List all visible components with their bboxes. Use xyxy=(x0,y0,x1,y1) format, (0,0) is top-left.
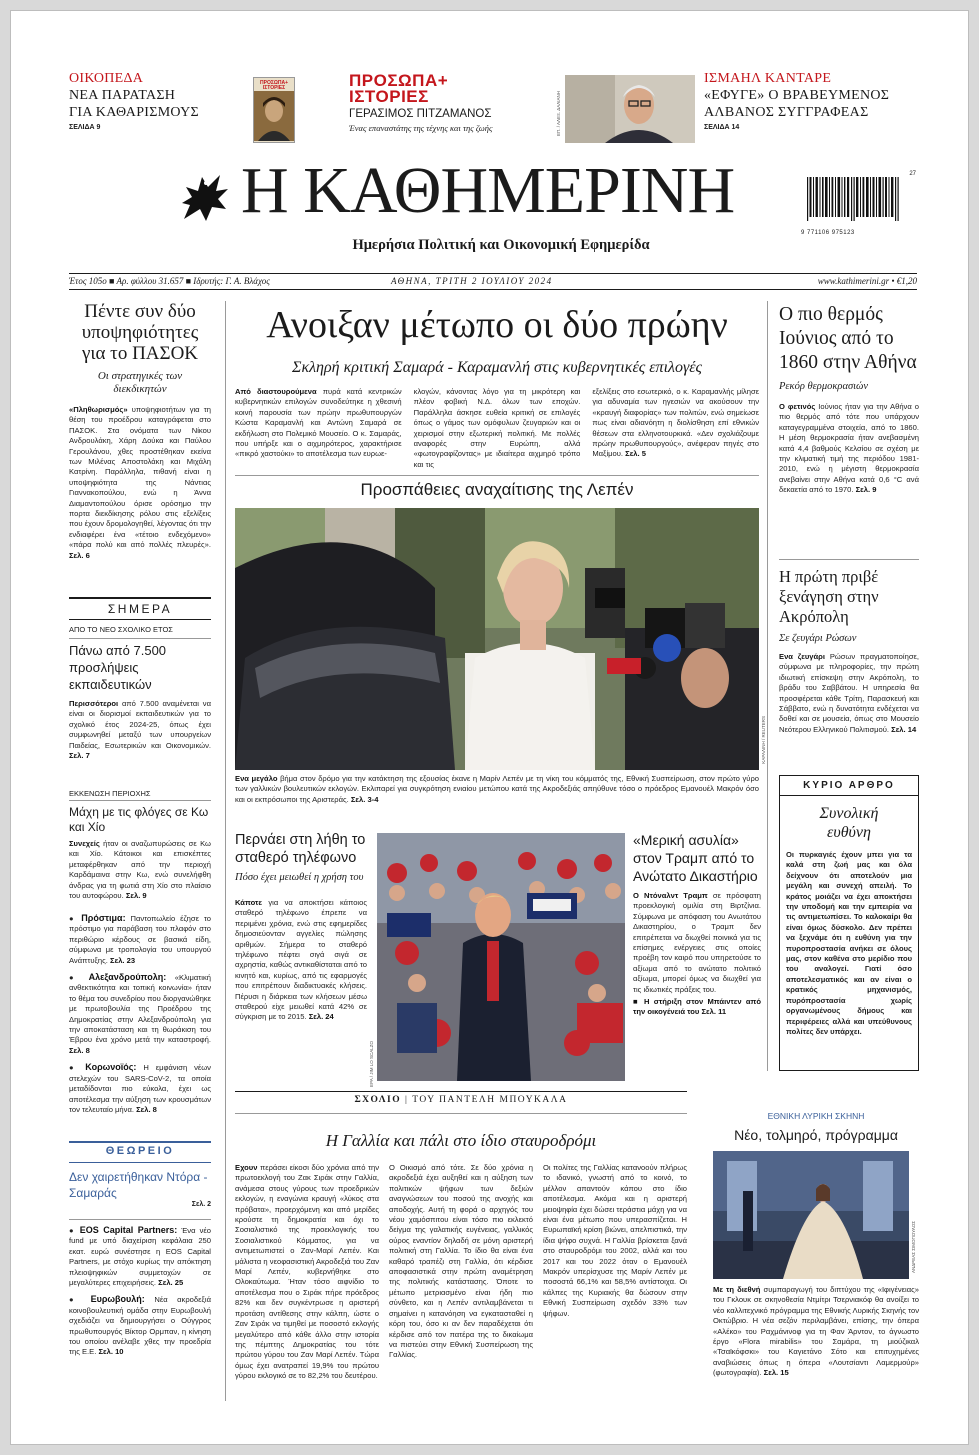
caption-text: βήμα στον δρόμο για την κατάκτηση της εξουσίας έκανε η Μαρίν Λεπέν με τη νίκη του κόμματός της, Εθνική Συσπείρωση, στον πρώτο γύρο των γαλλικών βουλευτικών εκλογών. Εκλιπαρεί για συγκρότηση ενιαίου μετώπου κατά της Ακροδεξιάς απηύθυνε τόσο ο πρόεδρος Εμανουέλ Μακρόν όσο και οι εκπρόσωποι της Αριστεράς. xyxy=(235,774,759,804)
body-text: ήταν οι αναζωπυρώσεις σε Κω και Χίο. Κάτοικοι και επισκέπτες μεταφέρθηκαν από την περιοχή Καρδάμαινα στην Κω, ενώ συνελήφθη άνδρας για τη φωτιά στη Χίο στο πλαίσιο του αυτοφώρου. xyxy=(69,839,211,901)
column-rule xyxy=(767,301,768,1071)
section-logo: ΙΣΤΟΡΙΕΣ xyxy=(349,87,429,106)
article-kicker: ΕΘΝΙΚΗ ΛΥΡΙΚΗ ΣΚΗΝΗ xyxy=(767,1111,865,1121)
teaser-kadare[interactable] xyxy=(704,71,914,131)
section-today: ΣΗΜΕΡΑ xyxy=(107,602,173,616)
article-title: Μάχη με τις φλόγες σε Κω και Χίο xyxy=(69,805,209,834)
body-text: περάσει είκοσι δύο χρόνια από την πρωτοεκλογή του Ζακ Σιράκ στην Γαλλία, ανάμεσα στους γύρους των προεδρικών εκλογών, η εναγώνια κραυγή «λύκος στα πρόβατα», προερχόμενη και από μερίδες κρούστε τη δημοκρατία και όχι το Σοσιαλιστικό της προεκλογικής του Σοσιαλιστικού Κόμματος, για να αντιμετωπιστεί ο Ζαν-Μαρί Λεπέν. Και μάλιστα η νεοφασιστική Ακροδεξιά του Ζαν Μαρί Λεπέν, κυβερνήθηκε στο Ολοκαύτωμα. Ήταν τόσο αιφνίδιο το αποτέλεσμα που ο Σιράκ πήρε πρόεδρος 82% και δεν συγκέντρωσε η αριστερή προτάση αντίθεσης στην κάλπη, ώστε ο Ζαν Σιράκ να τιμηθεί με ποσοστό εκλογής μεγαλύτερο από κάθε άλλο στην ιστορία της πέμπτης Δημοκρατίας του τότε πρώτου γύρου του Ζαν Μαρί Λεπέν. Τώρα όμως έχει ανατραπεί 19,9% του πρώτου γύρου εκλογικό σε το 82,2% του δευτέρου. xyxy=(235,1163,379,1381)
main-subheadline: Σκληρή κριτική Σαμαρά - Καραμανλή στις κυβερνητικές επιλογές xyxy=(291,359,703,376)
page-reference: Σελ. 8 xyxy=(69,1045,90,1055)
brief-lead: EOS Capital Partners: xyxy=(79,1225,178,1235)
comment-body xyxy=(235,1163,687,1385)
teaser-kicker: ΙΣΜΑΗΛ ΚΑΝΤΑΡΕ xyxy=(704,71,832,86)
body-text: υποψηφιοτήτων για τη θέση του προέδρου καταγράφεται στο ΠΑΣΟΚ. Στα ονόματα των Νίκου Ανδρουλάκη, Χάρη Δούκα και Παύλου Γερουλάνου, χθες προστέθηκαν εκείνα των Μιλένας Αποστολάκη και Μιχάλη Κατρίνη. Παράλληλα, πιθανή είναι η υποψηφιότητα της Νάντιας Γιαννακοπούλου, ενώ η Άννα Διαμαντοπούλου όρισε ορόσημο την πορτα διεκδίκησης ρόλου στις εξελίξεις που έχουν δρομολογηθεί, λέγοντας ότι την ενδιαφέρει ένα «τέτοιο ενδεχόμενο» «πάρα πολύ και από πολλές πλευρές». xyxy=(69,405,211,550)
photo-credit: ΑΝΔΡΕΑΣ ΣΙΜΟΠΟΥΛΟΣ xyxy=(911,1221,916,1274)
article-subtitle: Σε ζευγάρι Ρώσων xyxy=(779,633,857,644)
editorial-box[interactable] xyxy=(779,775,919,1071)
page-reference: Σελ. 9 xyxy=(125,891,147,901)
page-reference: Σελ. 6 xyxy=(69,550,90,560)
main-article-body xyxy=(235,387,759,470)
lead-word: «Πληθωρισμός» xyxy=(69,405,128,414)
photo-credit: EPA / JIM LO SCALZO xyxy=(369,1041,374,1087)
barcode xyxy=(801,171,916,236)
thumbnail-logo: ΠΡΟΣΩΠΑ+ xyxy=(260,80,288,86)
article-body xyxy=(69,699,211,761)
barcode-bars-icon xyxy=(801,177,916,225)
divider xyxy=(779,559,919,560)
article-title: Δεν χαιρετήθηκαν Ντόρα - Σαμαράς xyxy=(69,1170,208,1200)
page-reference: Σελ. 14 xyxy=(891,724,917,734)
brief-lead: Πρόστιμα: xyxy=(81,913,126,923)
issue-info: Έτος 105ο ■ Αρ. φύλλου 31.657 ■ Ιδρυτής: Γ. Α. Βλάχος xyxy=(69,276,270,286)
article-teachers[interactable] xyxy=(69,625,211,761)
teaser-name: ΓΕΡΑΣΙΜΟΣ ΠΙΤΖΑΜΑΝΟΣ xyxy=(349,108,492,120)
divider xyxy=(235,1091,687,1092)
website-and-price: www.kathimerini.gr • €1,20 xyxy=(817,276,917,286)
column-rule xyxy=(225,301,226,1401)
photo-caption xyxy=(235,774,759,805)
news-briefs xyxy=(69,913,211,1115)
body-text: εξελίξεις στο εσωτερικό, ο κ. Καραμανλής μίλησε για αδυναμία των ηγεσιών να ακούσουν την «κραυγή διαφορίας» των πολιτών, ενώ σημείωσε πως είναι αδιανόητη η διολίσθηση επί εθνικών θέσεων στα ελληνοτουρκικά. «Δεν σχολιάζουμε πρώην πρωθυπουργούς», ανέφεραν πηγές στο Μαξίμου. xyxy=(592,387,760,459)
brief-lead: Κορωνοϊός: xyxy=(85,1062,137,1073)
lead-word: Περισσότεροι xyxy=(69,699,119,708)
teaser-line: ΝΕΑ ΠΑΡΑΤΑΣΗ xyxy=(69,88,176,103)
editorial-title: Συνολική ευθύνη xyxy=(819,805,879,841)
teaser-land-plots[interactable] xyxy=(69,71,229,131)
photo-credit: ΕΠ. / ΑΛΕΞ. ΔΑΛΙΑΝΗ xyxy=(556,91,561,136)
page-reference: Σελ. 3-4 xyxy=(350,794,379,804)
lead-word: Με τη διεθνή xyxy=(713,1285,761,1294)
page-reference: Σελ. 8 xyxy=(136,1104,157,1114)
article-title: Νέο, τολμηρό, πρόγραμμα xyxy=(734,1127,898,1143)
divider xyxy=(69,1162,211,1163)
article-title: Περνάει στη λήθη το σταθερό τηλέφωνο xyxy=(235,832,366,866)
masthead-title: Η ΚΑΘΗΜΕΡΙΝΗ xyxy=(241,154,735,227)
article-kicker: ΑΠΟ ΤΟ ΝΕΟ ΣΧΟΛΙΚΟ ΕΤΟΣ xyxy=(69,625,173,634)
divider xyxy=(780,795,918,796)
brief-item[interactable]: ● Αλεξανδρούπολη: «Κλιματική ανθεκτικότητα και τοπική κοινωνία» ήταν το θέμα του συνεδρίου που διοργανώθηκε με πρωτοβουλία της Προέδρου της Δημοκρατίας στην Αλεξανδρούπολη για την αποκατάσταση και τη θωράκιση του Έβρου ένα χρόνο μετά την καταστροφή. Σελ. 8 xyxy=(69,972,211,1055)
article-column xyxy=(235,387,402,470)
body-text: για να αποκτήσει κάποιος σταθερό τηλέφωνο έπρεπε να περιμένει χρόνια, ενώ στις εφημερίδες δημοσιεύονταν αγγελίες πώλησης αριθμών. Σήμερα το σταθερό τηλέφωνο πέφτει σιγά σιγά σε αχρηστία, καθώς αντικαθίσταται από το κινητό και, κυρίως, από τις εφαρμογές που επιτρέπουν διαδικτυακές κλήσεις. Πέρυσι η διάρκεια των κλήσεων μέσω σταθερού είχε μειωθεί κατά 42% σε σύγκριση με το 2015. xyxy=(235,898,367,1022)
body-text: Ρώσων πραγματοποίησε, σύμφωνα με πληροφορίες, την πρώτη ιδιωτική επίσκεψη στην Ακρόπολη, το βράδυ του Σαββάτου. Η υπηρεσία θα προσφέρεται κάθε Τρίτη, Παρασκευή και Σάββατο, ενώ η δυνατότητα ενδέχεται να δοθεί και σε μουσεία, όπως στο Μουσείο Νεότερου Ελληνικού Πολιτισμού. xyxy=(779,652,919,734)
body-text: συμπαραγωγή του διπτύχου της «Ιφιγένειας» του Γκλουκ σε σκηνοθεσία Ντμίτρι Τσερνιακόφ θα ανοίξει το νέο καλλιτεχνικό πρόγραμμα της Εθνικής Λυρικής Σκηνής τον Οκτώβριο. Η νέα σεζόν περιλαμβάνει, επίσης, την όπερα «Αλέκο» του Ραχμάνινοφ για τη Φαν Άρντον, το άγνωστο έργο «Flora mirabilis» του Σαμάρα, τη μιούζικαλ «Τσαϊκόφσκι» του Καγιετάνο Σότο και επιτυχημένες αναβιώσεις όπως η όπερα «Λουτσίαντι Λαμερμούρ» (φωτογραφία). xyxy=(713,1285,919,1378)
opera-body xyxy=(713,1285,919,1379)
comment-author: ΤΟΥ ΠΑΝΤΕΛΗ ΜΠΟΥΚΑΛΑ xyxy=(412,1095,568,1105)
lead-word: Κάποτε xyxy=(235,898,263,907)
article-pasok[interactable] xyxy=(69,301,211,561)
article-column: κλογών, κάνοντας λόγο για τη μικρότερη και πλέον φοβική Ν.Δ. όλων των εποχών. Παράλληλα άσκησε ευθεία κριτική σε επιλογές όπως ο γάμος των ομόφυλων ζευγαριών και οι χειρισμοί στην εξωτερική πολιτική. Με πολλές αναφορές στην Ευρώπη, αλλά «φωτογραφίζοντας» με ιδιαίτερα αιχμηρό τρόπο και τις xyxy=(413,387,581,469)
article-landline[interactable] xyxy=(235,831,367,1023)
article-fires[interactable] xyxy=(69,789,211,901)
page-reference: Σελ. 9 xyxy=(855,485,877,495)
editorial-label: ΚΥΡΙΟ ΑΡΘΡΟ xyxy=(803,780,895,791)
article-heat[interactable] xyxy=(779,303,919,496)
page-reference: Σελ. 24 xyxy=(308,1012,334,1022)
article-body xyxy=(779,402,919,496)
page-reference: Σελ. 5 xyxy=(625,449,646,459)
divider xyxy=(69,800,211,801)
article-body xyxy=(633,891,761,995)
barcode-number: 9 771106 975123 xyxy=(801,230,855,236)
article-body xyxy=(779,652,919,735)
lead-word: Ενα ζευγάρι xyxy=(779,652,825,661)
lead-word: Ενα μεγάλο xyxy=(235,774,278,783)
teaser-line: ΓΙΑ ΚΑΘΑΡΙΣΜΟΥΣ xyxy=(69,105,200,120)
divider xyxy=(69,1141,211,1143)
lead-word: Συνεχείς xyxy=(69,839,100,848)
divider xyxy=(69,597,211,599)
page-reference: Σελ. 15 xyxy=(763,1368,789,1378)
thumbnail-logo: ΙΣΤΟΡΙΕΣ xyxy=(262,85,286,91)
lead-word: Ο Ντόναλντ Τραμπ xyxy=(633,891,708,900)
author-photo xyxy=(565,75,695,143)
masthead-subtitle: Ημερήσια Πολιτική και Οικονομική Εφημερίδα xyxy=(352,237,650,253)
portrait-illustration xyxy=(254,91,294,141)
page-reference: Σελ. 23 xyxy=(110,955,136,965)
article-subtitle: Πόσο έχει μειωθεί η χρήση του xyxy=(235,872,364,883)
divider xyxy=(69,619,211,620)
article-column xyxy=(235,1163,379,1385)
brief-body: Η εμφάνιση νέων στελεχών του SARS-CoV-2, τα οποία μεταδίδονται πιο εύκολα, έχει ως αποτέλεσμα την αύξηση των κρουσμάτων τον τελευταίο μήνα. xyxy=(69,1063,211,1114)
teaser-subtitle: Ένας επαναστάτης της τέχνης και της ζωής xyxy=(349,123,493,133)
news-briefs-2 xyxy=(69,1225,211,1358)
lead-word: Ο φετινός xyxy=(779,402,816,411)
teaser-kicker: ΟΙΚΟΠΕΔΑ xyxy=(69,71,144,86)
article-bullet xyxy=(633,997,761,1018)
barcode-issue-code: 27 xyxy=(909,171,916,177)
brief-item[interactable]: ● EOS Capital Partners: Ένα νέο fund με υπό διαχείριση κεφάλαια 250 εκατ. ευρώ συνέστησε η EOS Capital Partners, με στόχο κυρίως την απόκτηση πλειοψηφικών συμμετοχών σε μεγαλύτερες επιχειρήσεις. Σελ. 25 xyxy=(69,1225,211,1288)
article-title: Πέντε συν δύο υποψηφιότητες για το ΠΑΣΟΚ xyxy=(81,301,199,364)
brief-body: Παντοπωλείο έζησε το πρόστιμο για παράβαση του πλαφόν στο περιθώριο κέρδους σε βασικά είδη, σύμφωνα με τροπολογία του υπουργού Ανάπτυξης. xyxy=(69,914,211,965)
body-text: από 7.500 αναμένεται να είναι οι διορισμοί εκπαιδευτικών για το σχολικό έτος 2024-25, όπως έχει συμφωνηθεί μεταξύ των υπουργείων Παιδείας, Εσωτερικών και Οικονομικών. xyxy=(69,699,211,750)
article-body xyxy=(69,839,211,901)
brief-item[interactable]: ● Πρόστιμα: Παντοπωλείο έζησε το πρόστιμο για παράβαση του πλαφόν στο περιθώριο κέρδους σε βασικά είδη, σύμφωνα με τροπολογία του υπουργού Ανάπτυξης. Σελ. 23 xyxy=(69,913,211,965)
article-title: Πάνω από 7.500 προσλήψεις εκπαιδευτικών xyxy=(69,643,167,692)
brief-lead: Αλεξανδρούπολη: xyxy=(88,972,167,983)
section-logo: ΠΡΟΣΩΠΑ+ xyxy=(349,71,449,90)
teaser-line: «ΕΦΥΓΕ» Ο ΒΡΑΒΕΥΜΕΝΟΣ xyxy=(704,88,890,103)
newspaper-front-page xyxy=(10,10,969,1445)
brief-item[interactable]: ● Κορωνοϊός: Η εμφάνιση νέων στελεχών του SARS-CoV-2, τα οποία μεταδίδονται πιο εύκολα, έχει ως αποτέλεσμα την αύξηση των κρουσμάτων τον τελευταίο μήνα. Σελ. 8 xyxy=(69,1062,211,1114)
divider xyxy=(69,289,917,290)
brief-body: Νέα ακροδεξιά κοινοβουλευτική ομάδα στην Ευρωβουλή σχεδιάζει να δημιουργήσει ο Ούγγρος πρωθυπουργός Βίκτορ Ορμπαν, η κίνηση του οποίου ανέλαβε χθες την προεδρία της Ε.Ε. xyxy=(69,1295,211,1357)
divider xyxy=(69,1219,211,1220)
divider xyxy=(235,475,759,476)
trump-photo[interactable] xyxy=(377,833,625,1081)
page-reference: Σελ. 7 xyxy=(69,751,90,761)
article-column: Ο Οικισμό από τότε. Σε δύο χρόνια η ακροδεξιά έχει αυξηθεί και η αύξηση των πολιτικών ψήφων των δεξιών αναγνώσεων του ποσού της ανοχής και αποδοχής. Αυτή τη φορά ο αρχηγός του νέου χαμόσπιτου είναι τόσο πιο εκλεκτό δείγμα της γαλατικής ευγένειας, γαλλικός ούρος εναντίον δηλαδή σε μόνη αριστερή πολιτική στη Γαλλία. Το ίδιο θα είναι ένα καθαρό τραπέζι στη Γαλλία, ότι κέρδισε αποφασιστικά στην πρώτη αναμέτρηση της πολιτικής κατάστασης. Όποτε το μέτωπο μετριασμένο είναι ήδη πιο σύνθετο, και η Λεπέν αντιλαμβάνεται τι σημαίνει η κατανόηση να εγκατασταθεί η κόρη του, όσο κι αν δεν παραδέχεται ότι κέρδισε από τον πατέρα της το δικαίωμα να πιστεύει στην Εθνική Συσπείρωση της Γαλλίας. xyxy=(389,1163,533,1360)
article-title: Η πρώτη πριβέ ξενάγηση στην Ακρόπολη xyxy=(779,567,879,626)
article-acropolis[interactable] xyxy=(779,567,919,735)
divider xyxy=(69,273,917,274)
editorial-body: Οι πυρκαγιές έχουν μπει για τα καλά στη ζωή μας και όλα δείχνουν ότι αποτελούν μια μεγάλη και συνεχή απειλή. Το κράτος μοιάζει να έχει αποκτήσει την υποδομή και την εμπειρία να τις αντιμετωπίσει. Το καλοκαίρι θα είναι όμως δύσκολο. Δεν πρέπει να ξεχνάμε ότι η ευθύνη για την πυροπροστασία ανήκει σε όλους μας, στον καθένα στο μερίδιο που του αναλογεί. Γιατί όσο αποτελεσματικός και αν είναι ο κρατικός μηχανισμός, πυρόπροστασία χωρίς οργανωμένους δήμους και περιφέρειες αλλά και υπεύθυνους πολίτες δεν υπάρχει. xyxy=(786,850,912,1036)
article-theoreio[interactable] xyxy=(69,1169,211,1208)
lepen-photo[interactable] xyxy=(235,508,759,770)
page-reference: Σελ. 2 xyxy=(191,1201,211,1208)
article-body xyxy=(235,898,367,1023)
article-subtitle: Ρεκόρ θερμοκρασιών xyxy=(779,381,869,392)
comment-label: ΣΧΟΛΙΟ xyxy=(354,1095,402,1105)
article-title: Ο πιο θερμός Ιούνιος από το 1860 στην Αθήνα xyxy=(779,304,917,373)
brief-body: Ένα νέο fund με υπό διαχείριση κεφάλαια 250 εκατ. ευρώ συνέστησε η EOS Capital Partners, με στόχο κυρίως την απόκτηση πλειοψηφικών συμμετοχών σε μεγαλύτερες επιχειρήσεις. xyxy=(69,1226,211,1288)
article-kicker: ΕΚΚΕΝΩΣΗ ΠΕΡΙΟΧΗΣ xyxy=(69,789,151,798)
article-column xyxy=(592,387,759,470)
page-reference: ΣΕΛΙΔΑ 14 xyxy=(704,124,740,131)
comment-title[interactable]: Η Γαλλία και πάλι στο ίδιο σταυροδρόμι xyxy=(325,1131,597,1150)
article-body xyxy=(69,405,211,561)
lead-word: Από διαστουρούμενα xyxy=(235,387,317,396)
page-reference: Σελ. 11 xyxy=(701,1007,727,1017)
magazine-thumbnail[interactable] xyxy=(253,77,295,143)
brief-item[interactable]: ● Ευρωβουλή: Νέα ακροδεξιά κοινοβουλευτική ομάδα στην Ευρωβουλή σχεδιάζει να δημιουργήσει ο Ούγγρος πρωθυπουργός Βίκτορ Ορμπαν, η κίνηση του οποίου ανέλαβε χθες την προεδρία της Ε.Ε. Σελ. 10 xyxy=(69,1294,211,1357)
griffin-logo-icon xyxy=(176,169,234,227)
article-opera[interactable] xyxy=(713,1111,919,1143)
body-text: σε πρόσφατη προεκλογική ομιλία στη Βιρτζίνια. Σύμφωνα με απόφαση του Ανωτάτου Δικαστηρίου, ο Τραμπ δεν επιτρέπεται να διωχθεί ποινικά για τις επίσημες ενέργειες στις οποίες προέβη τον καιρό που υπηρετούσε το αξίωμα από το ανώτατο πολιτικό αξίωμα, μπορεί όμως να διωχθεί για τις ιδιωτικές πράξεις του. xyxy=(633,891,761,994)
article-subtitle: Οι στρατηγικές των διεκδικητών xyxy=(97,370,183,395)
lead-word: Εχουν xyxy=(235,1163,258,1172)
dateline: ΑΘΗΝΑ, ΤΡΙΤΗ 2 ΙΟΥΛΙΟΥ 2024 xyxy=(391,276,553,286)
main-headline[interactable]: Ανοιξαν μέτωπο οι δύο πρώην xyxy=(266,304,728,346)
page-reference: Σελ. 25 xyxy=(158,1278,184,1288)
photo-credit: ΚΑΡΑΛΙΝΗ / REUTERS xyxy=(761,716,766,764)
section-theoreio: ΘΕΩΡΕΙΟ xyxy=(105,1145,175,1157)
body-text: πυρά κατά κεντρικών κυβερνητικών επιλογών συνοδεύτηκε η χθεσινή κοινή παρουσία των πρώην πρωθυπουργών Κώστα Καραμανλή και Αντώνη Σαμαρά σε εκδήλωση στο Πολεμικό Μουσείο. Ο κ. Σαμαράς, που υπήρξε και ο αιχμηρότερος, χαρακτήρισε «πικρό χαστούκι» το αποτέλεσμα των ευρωε- xyxy=(235,387,402,459)
divider xyxy=(235,1113,687,1114)
article-title: «Μερική ασυλία» στον Τραμπ από το Ανώτατο Δικαστήριο xyxy=(633,832,758,884)
brief-lead: Ευρωβουλή: xyxy=(90,1294,145,1305)
divider xyxy=(69,638,211,639)
lepen-headline[interactable]: Προσπάθειες αναχαίτισης της Λεπέν xyxy=(360,480,634,499)
article-trump[interactable] xyxy=(633,831,761,1018)
page-reference: ΣΕΛΙΔΑ 9 xyxy=(69,124,101,131)
page-reference: Σελ. 10 xyxy=(98,1347,124,1357)
brief-body: «Κλιματική ανθεκτικότητα και τοπική κοινωνία» ήταν το θέμα του συνεδρίου που διοργανώθηκε με πρωτοβουλία της Προέδρου της Δημοκρατίας στην Αλεξανδρούπολη για την αποκατάσταση και τη θωράκιση του Έβρου ένα χρόνο μετά την καταστροφή. xyxy=(69,973,211,1045)
body-text: Ιούνιος ήταν για την Αθήνα ο πιο θερμός από τότε που υπάρχουν καταγεγραμμένα στοιχεία, από το 1860. Η μέση θερμοκρασία ήταν ανεβασμένη κατά 4,4 βαθμούς Κελσίου σε σχέση με την κλιματική τιμή της περιόδου 1981-2010, ενώ η μέγιστη θερμοκρασία ανεβαίνει στην Αθήνα κατά 0,6 °C ανά δεκαετία από το 1970. xyxy=(779,402,919,495)
teaser-persons-stories[interactable] xyxy=(349,73,549,133)
article-column: Οι πολίτες της Γαλλίας κατανοούν πλήρως το ιδανικό, γνωστή από το κοινό, το μέλλον απαντούν κάπου στο ίδιο αποτέλεσμα. Ακόμα και η αριστερή μειοψηφία έχει δώσει τεράστια μάχη για να είναι ένα μέτωπο που υπερασπίζεται. Η Ευρωπαϊκή κρίση βιώνει, απελπιστικά, την ίδια ψήφο συχνά. Η Γαλλία βρίσκεται ξανά στο σταυροδρόμι του 2002, αλλά και του 2017 και του 2022 όταν ο Εμανουέλ Μακρόν υπερίσχυσε της Μαρίν Λεπέν με ποσοστά 66,1% και 58,5% αντίστοιχα. Οι κάλπες της Κυριακής θα δώσουν στην Εθνική Συσπείρωση σχεδόν 33% των ψήφων. xyxy=(543,1163,687,1318)
bullet-text: ■ Η στήριξη στον Μπάιντεν από την οικογένειά του xyxy=(633,997,761,1017)
teaser-line: ΑΛΒΑΝΟΣ ΣΥΓΓΡΑΦΕΑΣ xyxy=(704,105,869,120)
comment-header: ΣΧΟΛΙΟ | ΤΟΥ ΠΑΝΤΕΛΗ ΜΠΟΥΚΑΛΑ xyxy=(354,1095,568,1105)
opera-photo[interactable] xyxy=(713,1151,909,1279)
